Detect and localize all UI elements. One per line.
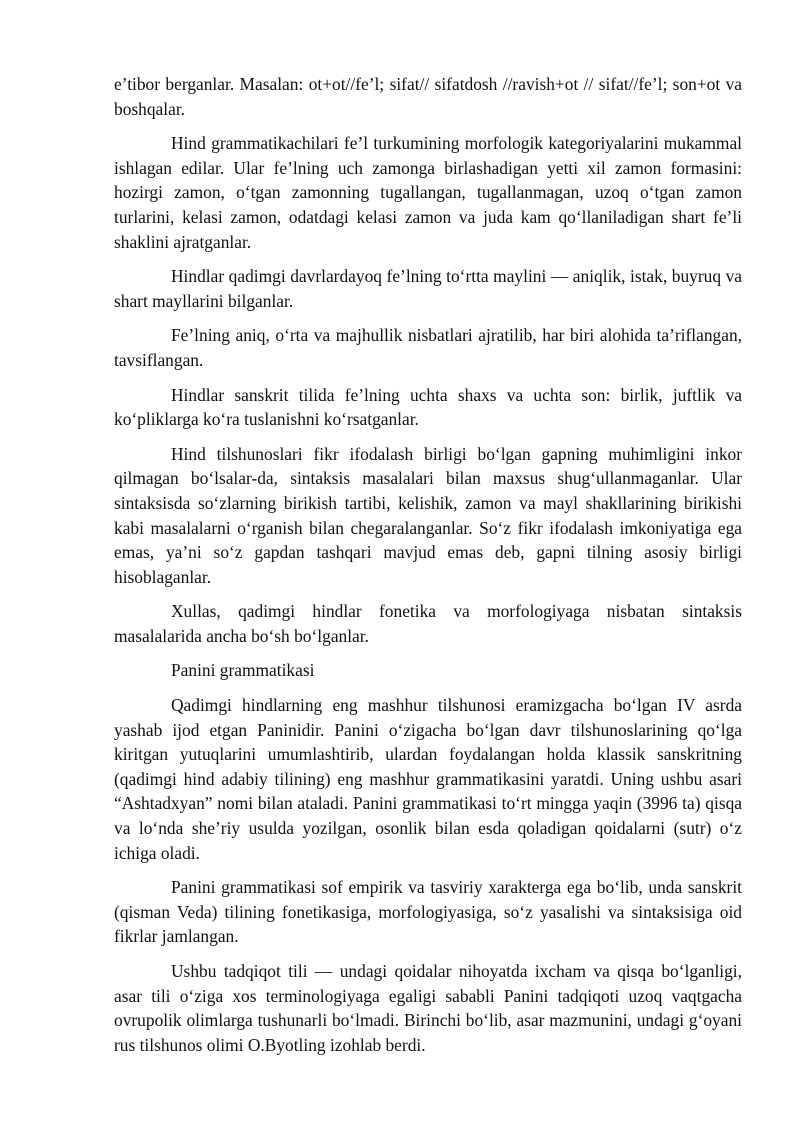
paragraph-verb-voices: Fe’lning aniq, o‘rta va majhullik nisbatlari ajratilib, har biri alohida ta’riflangan, tavsiflangan. xyxy=(114,325,742,370)
paragraph-continuation: e’tibor berganlar. Masalan: ot+ot//fe’l; sifat// sifatdosh //ravish+ot // sifat//fe’l; son+ot va boshqalar. xyxy=(114,74,742,119)
paragraph-panini-language: Ushbu tadqiqot tili — undagi qoidalar nihoyatda ixcham va qisqa bo‘lganligi, asar tili o‘ziga xos terminologiyaga egaligi sababli Panini tadqiqoti uzoq vaqtgacha ovrupolik olimlarga tushunarli bo‘lmadi. Birinchi bo‘lib, asar mazmunini, undagi g‘oyani rus tilshunos olimi O.Byotling izohlab berdi. xyxy=(114,961,742,1055)
paragraph-verb-tenses: Hind grammatikachilari fe’l turkumining morfologik kategoriyalarini mukammal ishlagan edilar. Ular fe’lning uch zamonga birlashadigan yetti xil zamon formasini: hozirgi zamon, o‘tgan zamonning tugallangan, tugallanmagan, uzoq o‘tgan zamon turlarini, kelasi zamon, odatdagi kelasi zamon va juda kam qo‘llaniladigan shart fe’li shaklini ajratganlar. xyxy=(114,133,742,252)
section-heading: Panini grammatikasi xyxy=(171,660,315,681)
page-body xyxy=(114,72,742,1067)
paragraph-verb-persons: Hindlar sanskrit tilida fe’lning uchta shaxs va uchta son: birlik, juftlik va ko‘pliklarga ko‘ra tuslanishni ko‘rsatganlar. xyxy=(114,384,742,430)
paragraph-summary: Xullas, qadimgi hindlar fonetika va morfologiyaga nisbatan sintaksis masalalarida ancha bo‘sh bo‘lganlar. xyxy=(114,601,742,646)
paragraph-panini-content: Panini grammatikasi sof empirik va tasviriy xarakterga ega bo‘lib, unda sanskrit (qisman Veda) tilining fonetikasiga, morfologiyasiga, so‘z yasalishi va sintaksisiga oid fikrlar jamlangan. xyxy=(114,877,742,947)
paragraph-verb-moods: Hindlar qadimgi davrlardayoq fe’lning to‘rtta maylini — aniqlik, istak, buyruq va shart mayllarini bilganlar. xyxy=(114,266,742,311)
paragraph-panini-intro: Qadimgi hindlarning eng mashhur tilshunosi eramizgacha bo‘lgan IV asrda yashab ijod etgan Paninidir. Panini o‘zigacha bo‘lgan davr tilshunoslarining qo‘lga kiritgan yutuqlarini umumlashtirib, ulardan foydalangan holda klassik sanskritning (qadimgi hind adabiy tilining) eng mashhur grammatikasini yaratdi. Uning ushbu asari “Ashtadxyan” nomi bilan ataladi. Panini grammatikasi to‘rt mingga yaqin (3996 ta) qisqa va lo‘nda she’riy usulda yozilgan, osonlik bilan esda qoladigan qoidalarni (sutr) o‘z ichiga oladi. xyxy=(114,695,742,863)
paragraph-syntax: Hind tilshunoslari fikr ifodalash birligi bo‘lgan gapning muhimligini inkor qilmagan bo‘lsalar-da, sintaksis masalalari bilan maxsus shug‘ullanmaganlar. Ular sintaksisda so‘zlarning birikish tartibi, kelishik, zamon va mayl shakllarining birikishi kabi masalalarni o‘rganish bilan chegaralanganlar. So‘z fikr ifodalash imkoniyatiga ega emas, ya’ni so‘z gapdan tashqari mavjud emas deb, gapni tilning asosiy birligi hisoblaganlar. xyxy=(114,443,742,587)
